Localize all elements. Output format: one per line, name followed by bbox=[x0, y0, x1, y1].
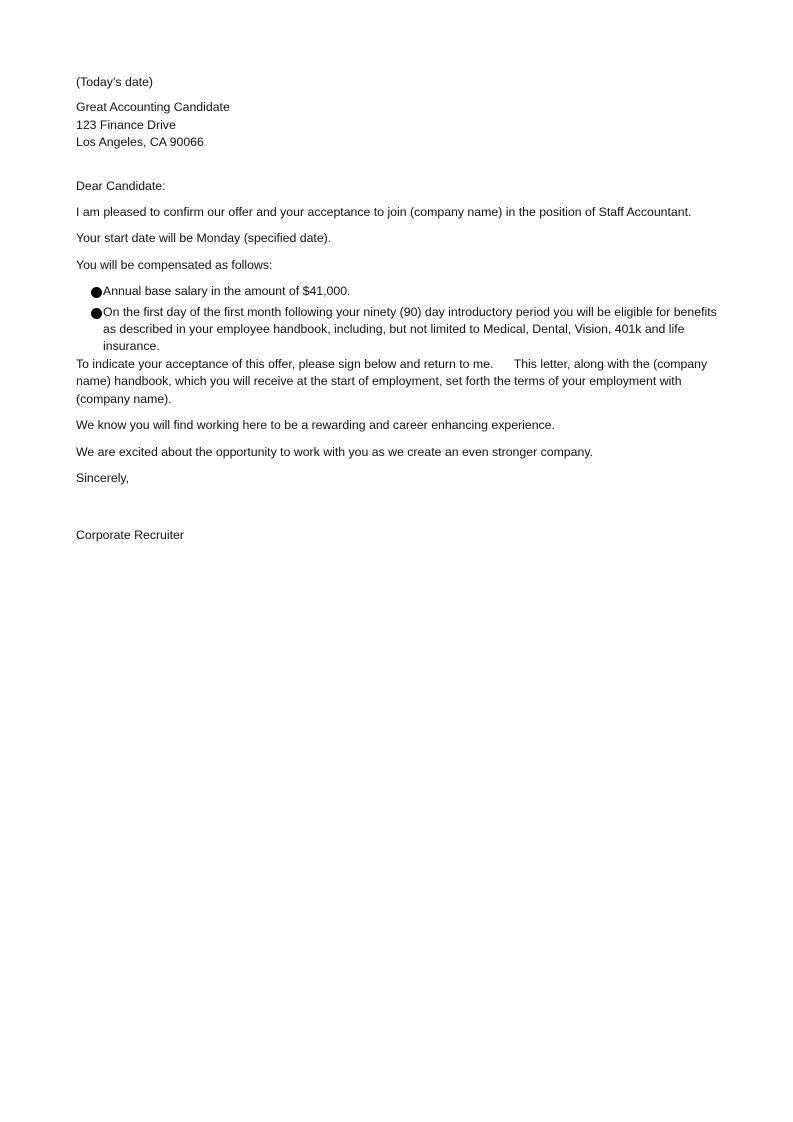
recipient-address bbox=[76, 99, 726, 151]
signer-title: Corporate Recruiter bbox=[76, 528, 184, 543]
start-date-paragraph: Your start date will be Monday (specified date). bbox=[76, 231, 332, 246]
salutation: Dear Candidate: bbox=[76, 178, 166, 193]
offer-confirmation-paragraph: I am pleased to confirm our offer and your acceptance to join (company name) in the position of Staff Accountant. bbox=[76, 205, 692, 220]
compensation-list bbox=[76, 283, 726, 356]
recipient-city-state-zip: Los Angeles, CA 90066 bbox=[76, 135, 204, 150]
bullet-icon bbox=[91, 308, 102, 319]
list-item bbox=[76, 304, 726, 356]
acceptance-paragraph: To indicate your acceptance of this offer, please sign below and return to me. This letter, along with the (company name) handbook, which you will receive at the start of employment, set forth the terms of your employment with (company name). bbox=[76, 356, 711, 406]
list-item bbox=[76, 283, 726, 300]
offer-letter bbox=[76, 74, 726, 545]
recipient-name: Great Accounting Candidate bbox=[76, 100, 230, 115]
recipient-street: 123 Finance Drive bbox=[76, 117, 176, 132]
opportunity-paragraph: We are excited about the opportunity to work with you as we create an even stronger company. bbox=[76, 444, 593, 459]
sign-off: Sincerely, bbox=[76, 470, 130, 485]
rewarding-experience-paragraph: We know you will find working here to be a rewarding and career enhancing experience. bbox=[76, 418, 555, 433]
salary-item-text: Annual base salary in the amount of $41,000. bbox=[103, 284, 351, 299]
benefits-item-text: On the first day of the first month following your ninety (90) day introductory period you will be eligible for benefits as described in your employee handbook, including, but not limited to Medical, Dental, Vision, 401k and life insurance. bbox=[103, 304, 717, 354]
letter-date: (Today’s date) bbox=[76, 75, 154, 89]
compensation-intro-paragraph: You will be compensated as follows: bbox=[76, 257, 273, 272]
bullet-icon bbox=[91, 287, 102, 298]
